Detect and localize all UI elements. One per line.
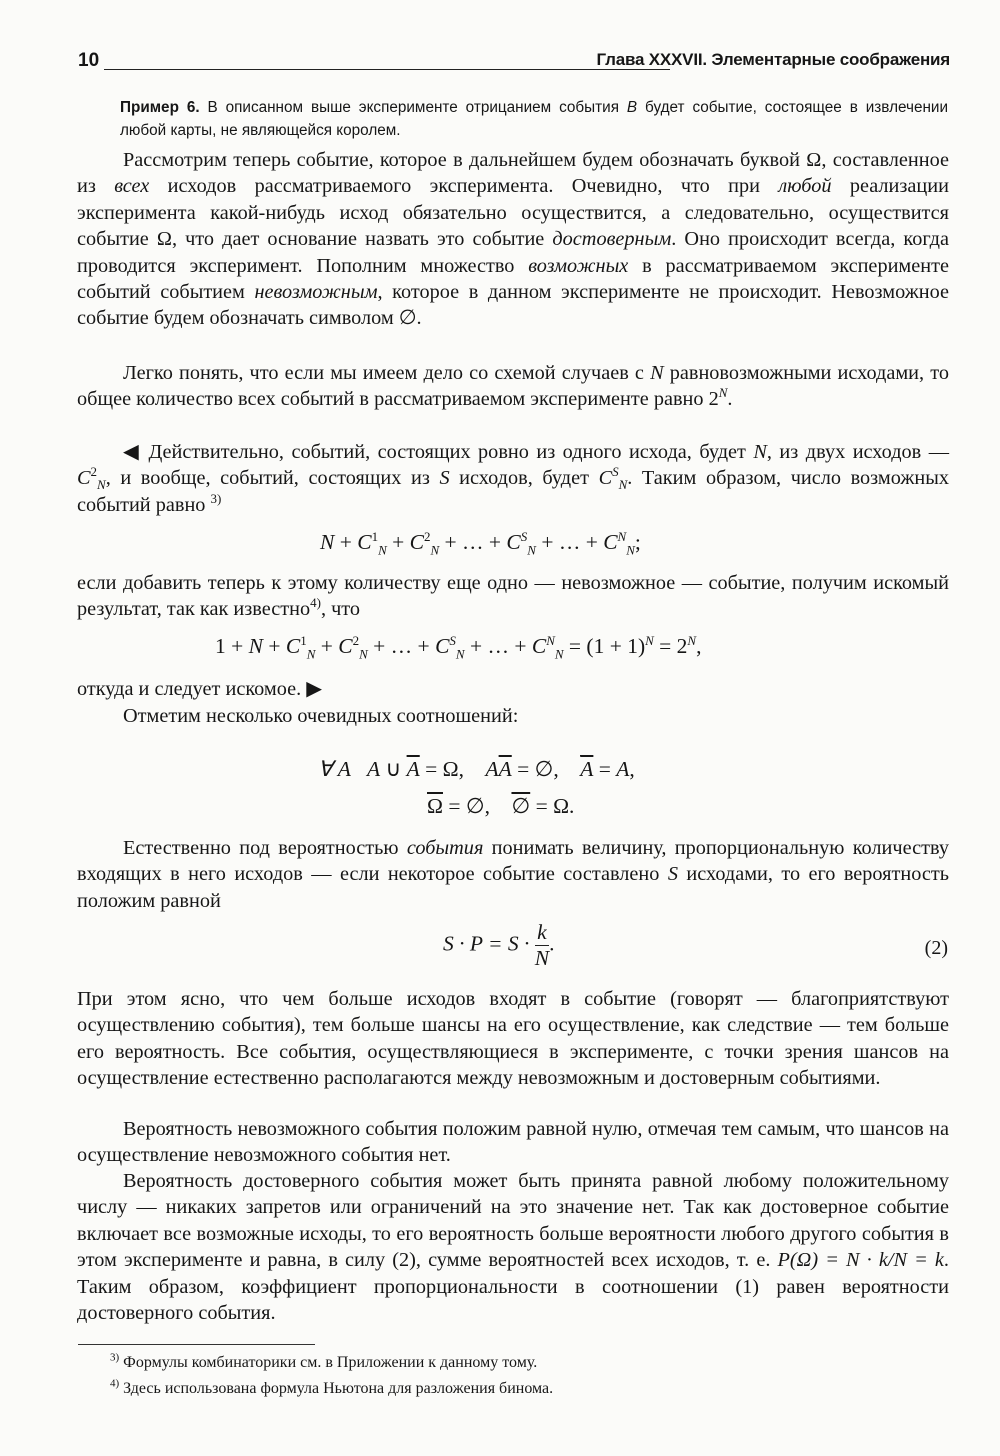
p7-var: S — [667, 863, 678, 886]
example-label: Пример 6. — [120, 99, 200, 116]
footnote-3 — [110, 1351, 538, 1372]
paragraph-add-impossible — [77, 570, 949, 623]
p10-b: . Таким образом, коэффициент пропорциональности в соотношении (1) равен вероятности достоверного события. — [77, 1249, 949, 1325]
p3-S: S — [439, 467, 450, 490]
paragraph-total-events — [77, 360, 949, 413]
p1-a: Рассмотрим теперь событие, которое в дальнейшем будем обозначать буквой Ω, составленное из — [77, 149, 949, 198]
paragraph-impossible-zero: Вероятность невозможного события положим равной нулю, отмечая тем самым, что шансов на осуществление невозможного события нет. — [77, 1118, 949, 1167]
p5-a: откуда и следует искомое. — [77, 678, 307, 700]
footnote-3-text: Формулы комбинаторики см. в Приложении к данному тому. — [119, 1354, 538, 1371]
p3-c2n: $C^2_N$ — [77, 464, 106, 493]
paragraph-certain-probability — [77, 1168, 949, 1326]
p4-b: , что — [320, 598, 361, 621]
equation-sum-combinations: $N + C^1_N + C^2_N$ + … + $C^S_N$ + … + $C^N_N$; — [320, 528, 641, 558]
p2-sup: N — [718, 385, 728, 401]
p3-b: , из двух исходов — — [766, 441, 949, 463]
p2-b: равновозможными исходами, то общее количество всех событий в рассматриваемом эксперименте равно 2 — [77, 362, 949, 411]
relations-line-2: $\overline{\Omega}$ = ∅, ∅ = Ω. — [427, 794, 575, 818]
page-number: 10 — [78, 50, 100, 71]
p1-d-it: возможных — [528, 254, 629, 277]
footnote-4-mark: 4) — [110, 1377, 120, 1390]
p7-a: Естественно под вероятностью — [123, 837, 407, 859]
footnote-ref-3: 3) — [210, 491, 222, 507]
p10-a: Вероятность достоверного события может быть принята равной любому положительному числу — никаких запретов или ограничений на это значение нет. Так как достоверное событие включает все возможные исходы, то его вероятность больше вероятности любого другого события в этом эксперименте и равна, в силу (2), сумме вероятностей всех исходов, т. е. — [77, 1170, 949, 1272]
p7-b: понимать величину, пропорциональную количеству входящих в него исходов — если некоторое событие составлено — [77, 837, 949, 886]
eq3-fraction — [535, 920, 549, 971]
p1-a-it: всех — [114, 175, 150, 198]
example-text-1: В описанном выше эксперименте отрицанием события — [199, 99, 627, 116]
eq3-numerator: k — [535, 920, 549, 946]
p4-a: если добавить теперь к этому количеству еще одно — невозможное — событие, получим искомый результат, так как известно — [77, 572, 949, 621]
p3-c: , и вообще, событий, состоящих из — [105, 467, 440, 490]
paragraph-probability-definition — [77, 835, 949, 914]
paragraph-proof — [77, 439, 949, 518]
footnote-3-mark: 3) — [110, 1351, 120, 1364]
relations-line-1: ∀ A A ∪ $\overline{A} = \Omega$, $A\overline{A}$ = ∅, $\overline{A} = A$, — [318, 757, 635, 781]
p1-b: исходов рассматриваемого эксперимента. Очевидно, что при — [149, 175, 779, 198]
paragraph-proof-end — [77, 676, 949, 702]
example-text-2: будет событие, состоящее в извлечении любой карты, не являющейся королем. — [120, 99, 949, 139]
p3-csn: $C^S_N$ — [598, 464, 628, 493]
p1-f: , которое в данном эксперименте не происходит. Невозможное событие будем обозначать символом ∅. — [77, 281, 949, 330]
p1-c-it: достоверным — [552, 228, 672, 251]
p7-a-it: события — [406, 837, 484, 859]
equation-binomial-sum: $1 + N + C^1_N + C^2_N$ + … + $C^S_N$ + … + $C^N_N = (1 + 1)^N = 2^N$, — [215, 632, 702, 662]
p1-e: в рассматриваемом эксперименте событий событием — [77, 254, 949, 304]
header-rule — [104, 69, 670, 70]
p1-b-it: любой — [778, 175, 832, 198]
proof-start-marker: ◀ — [123, 441, 141, 463]
equation-2 — [443, 920, 554, 971]
footnote-4-text: Здесь использована формула Ньютона для разложения бинома. — [119, 1380, 554, 1397]
p1-e-it: невозможным — [254, 281, 378, 304]
p2-var: N — [650, 362, 664, 384]
p3-a: Действительно, событий, состоящих ровно из одного исхода, будет — [141, 441, 754, 463]
p10-formula: P(Ω) = N · k/N = k — [777, 1249, 944, 1272]
example-var: B — [626, 99, 638, 116]
p3-d: исходов, будет — [449, 467, 599, 490]
eq3-end: . — [549, 931, 555, 956]
footnote-ref-4: 4) — [310, 595, 321, 611]
p3-e: . Таким образом, число возможных событий равно — [77, 467, 950, 516]
p2-c: . — [727, 388, 733, 411]
running-header — [78, 50, 950, 80]
p3-N: N — [753, 441, 767, 463]
proof-end-marker: ▶ — [306, 678, 322, 700]
example-6 — [120, 96, 948, 142]
eq3-lhs: S · P = S · — [443, 931, 530, 956]
paragraph-relations-intro: Отметим несколько очевидных соотношений: — [123, 705, 519, 727]
p1-c: реализации эксперимента какой-нибудь исход обязательно осуществится, а следовательно, осуществится событие Ω, что дает основание назвать это событие — [77, 175, 949, 251]
p2-a: Легко понять, что если мы имеем дело со схемой случаев с — [123, 362, 651, 384]
paragraph-favorable-outcomes: При этом ясно, что чем больше исходов входят в событие (говорят — благоприятствуют осуществлению события), тем больше шансы на его осуществление, как следствие — тем больше его вероятность. Все события, осуществляющиеся в эксперименте, с точки зрения шансов на осуществление естественно располагаются между невозможным и достоверным событиями. — [77, 988, 949, 1090]
chapter-title: Глава XXXVII. Элементарные соображения — [596, 50, 950, 69]
p1-d: . Оно происходит всегда, когда проводится эксперимент. Пополним множество — [77, 228, 949, 277]
equation-number-2: (2) — [924, 937, 948, 959]
footnote-4 — [110, 1377, 554, 1398]
p7-c: исходами, то его вероятность положим равной — [77, 863, 949, 912]
paragraph-certain-event — [77, 147, 949, 332]
footnote-rule — [78, 1344, 315, 1345]
eq3-denominator: N — [534, 946, 550, 970]
